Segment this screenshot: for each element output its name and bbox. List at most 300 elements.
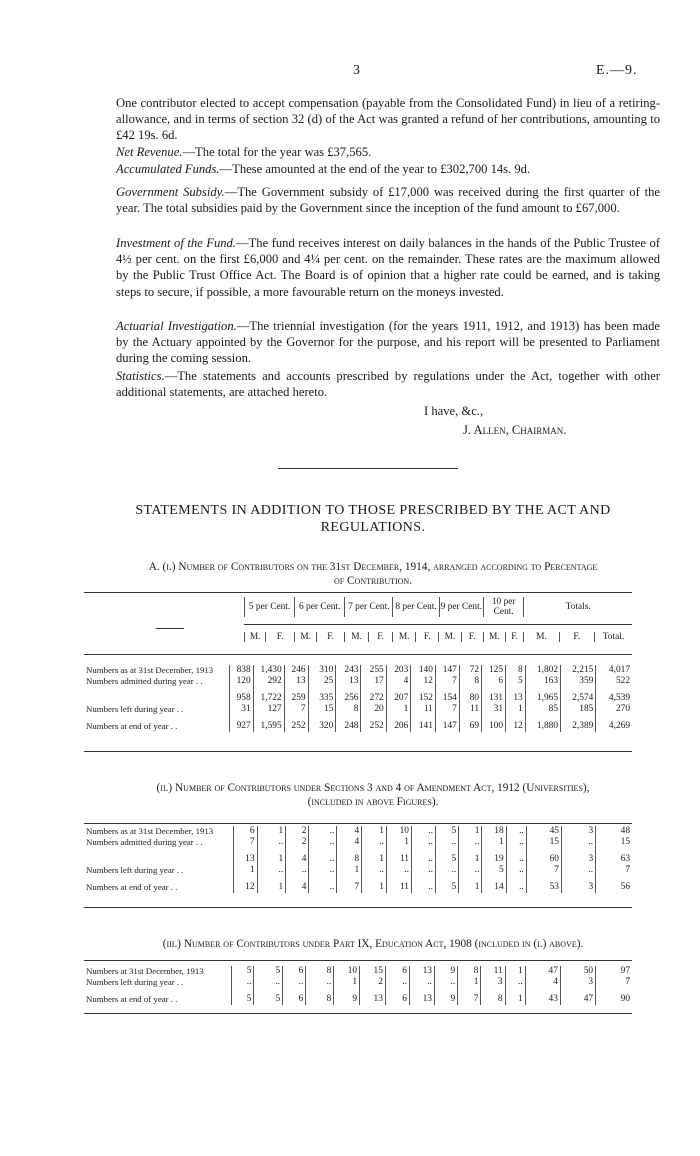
table-cell: 255 — [361, 665, 386, 676]
spacer-cell — [561, 714, 596, 721]
spacer-cell — [435, 686, 459, 693]
group-8-per-cent: 8 per Cent. — [393, 597, 439, 617]
heading-statistics: Statistics. — [116, 369, 165, 383]
table-cell: 152 — [411, 693, 436, 704]
table-row — [84, 837, 632, 848]
spacer-cell — [459, 714, 481, 721]
table-cell: 256 — [336, 693, 361, 704]
table-cell: 1,430 — [253, 665, 284, 676]
spacer-cell — [362, 847, 387, 854]
table-cell: 7 — [284, 704, 308, 715]
para-statistics: Statistics.—The statements and accounts prescribed by regulations under the Act, together with other additional statements, are attached hereto. — [116, 369, 660, 400]
spacer-cell — [459, 875, 482, 882]
spacer-cell — [434, 987, 457, 994]
spacer-cell — [362, 875, 387, 882]
table-cell: .. — [505, 977, 525, 988]
table-cell: .. — [411, 854, 435, 865]
table-cell: 5 — [435, 826, 458, 837]
table-cell: 272 — [361, 693, 386, 704]
spacer-cell — [336, 714, 361, 721]
table-cell: 15 — [360, 966, 386, 977]
table-cell: 6 — [234, 826, 257, 837]
table-cell: 163 — [525, 676, 560, 687]
table-cell: 125 — [482, 665, 506, 676]
table-c-top-rule — [84, 960, 632, 961]
spacer-cell — [411, 686, 436, 693]
table-cell: 4 — [337, 837, 362, 848]
table-cell: 6 — [385, 994, 409, 1005]
spacer-cell — [435, 875, 458, 882]
table-cell: 207 — [386, 693, 411, 704]
sub-m: M. — [483, 632, 505, 642]
table-cell: 1 — [362, 826, 387, 837]
table-row — [84, 966, 632, 977]
spacer-cell — [284, 714, 308, 721]
table-cell: .. — [309, 882, 337, 893]
table-cell: 7 — [337, 882, 362, 893]
table-cell: 10 — [334, 966, 360, 977]
table-cell: 248 — [336, 721, 361, 732]
row-label: Numbers left during year . . — [86, 976, 184, 987]
table-cell: 1 — [362, 882, 387, 893]
table-cell: .. — [561, 865, 595, 876]
table-cell: 1 — [362, 854, 387, 865]
table-cell: 147 — [435, 665, 459, 676]
heading-investment: Investment of the Fund. — [116, 236, 236, 250]
table-cell: 12 — [411, 676, 436, 687]
table-cell: 5 — [254, 966, 283, 977]
page-code: E.—9. — [596, 63, 638, 78]
table-cell: 4 — [525, 977, 560, 988]
spacer-cell — [596, 875, 632, 882]
table-cell: 60 — [526, 854, 561, 865]
table-cell: 3 — [561, 882, 595, 893]
table-cell: 120 — [230, 676, 253, 687]
table-a-stub-rule — [156, 628, 184, 629]
table-cell: 1 — [386, 704, 411, 715]
table-cell: 7 — [435, 676, 459, 687]
spacer-cell — [525, 686, 560, 693]
caption-a: A. (i.) Number of Contributors on the 31st December, 1914, arranged according to Percentage of Contribution. — [148, 561, 598, 587]
spacer-cell — [334, 987, 360, 994]
table-cell: 3 — [561, 826, 595, 837]
table-cell: 252 — [284, 721, 308, 732]
spacer-cell — [386, 875, 411, 882]
spacer-cell — [560, 987, 595, 994]
table-cell: 246 — [284, 665, 308, 676]
sub-f: F. — [416, 632, 439, 642]
spacer-cell — [84, 714, 230, 721]
spacer-cell — [84, 987, 231, 994]
spacer-cell — [385, 987, 409, 994]
table-cell: 3 — [561, 854, 595, 865]
sub-m: M. — [524, 632, 559, 642]
table-cell: 7 — [526, 865, 561, 876]
table-cell: 5 — [254, 994, 283, 1005]
spacer-cell — [411, 875, 435, 882]
group-totals: Totals. — [524, 597, 632, 617]
table-cell: .. — [434, 977, 457, 988]
table-row — [84, 693, 632, 704]
para-compensation: One contributor elected to accept compensation (payable from the Consolidated Fund) in lieu of a retiring-allowance, and in terms of section 32 (d) of the Act was granted a refund of her contributions, amounting to £42 19s. 6d. — [116, 96, 660, 143]
table-cell: 15 — [308, 704, 336, 715]
group-7-per-cent: 7 per Cent. — [345, 597, 393, 617]
spacer-cell — [306, 987, 334, 994]
table-cell: 4,539 — [596, 693, 632, 704]
table-cell: 13 — [409, 994, 434, 1005]
group-5-per-cent: 5 per Cent. — [245, 597, 295, 617]
table-cell: .. — [459, 865, 482, 876]
table-cell: .. — [309, 826, 337, 837]
spacer-cell — [309, 847, 337, 854]
spacer-cell — [230, 714, 253, 721]
spacer-cell — [505, 987, 525, 994]
sub-total: Total. — [594, 632, 632, 642]
sub-m: M. — [245, 632, 266, 642]
sub-f: F. — [317, 632, 345, 642]
table-cell: .. — [309, 865, 337, 876]
caption-b: (ii.) Number of Contributors under Sections 3 and 4 of Amendment Act, 1912 (Universities), (included in above Figures). — [156, 782, 590, 808]
table-cell: .. — [231, 977, 253, 988]
table-cell: 8 — [306, 966, 334, 977]
sub-f: F. — [369, 632, 393, 642]
heading-accumulated-funds: Accumulated Funds. — [116, 162, 220, 176]
table-a-top-rule — [84, 592, 632, 593]
table-cell: 25 — [308, 676, 336, 687]
table-cell: 7 — [234, 837, 257, 848]
table-cell: 5 — [231, 994, 253, 1005]
table-cell: 31 — [482, 704, 506, 715]
table-cell: 1 — [337, 865, 362, 876]
row-spacer — [84, 875, 632, 882]
para-actuarial: Actuarial Investigation.—The triennial investigation (for the years 1911, 1912, and 1913) has been made by the Actuary appointed by the Governor for the purpose, and his report will be presented to Parliament during the coming session. — [116, 319, 660, 366]
table-row — [84, 665, 632, 676]
row-label: Numbers as at 31st December, 1913 — [86, 826, 214, 836]
spacer-cell — [253, 714, 284, 721]
table-cell: 5 — [435, 854, 458, 865]
table-cell: 63 — [596, 854, 632, 865]
table-cell: 12 — [506, 721, 526, 732]
sub-f: F. — [266, 632, 295, 642]
divider — [278, 468, 458, 469]
table-cell: 185 — [561, 704, 596, 715]
table-a-bottom-rule — [84, 751, 632, 752]
row-label: Numbers at 31st December, 1913 — [86, 966, 204, 976]
table-cell: 15 — [596, 837, 632, 848]
table-cell: 131 — [482, 693, 506, 704]
sub-f: F. — [505, 632, 523, 642]
table-cell: .. — [561, 837, 595, 848]
spacer-cell — [254, 987, 283, 994]
table-cell: 958 — [230, 693, 253, 704]
table-a-group-header — [244, 597, 632, 617]
table-cell: .. — [283, 977, 306, 988]
table-cell: 8 — [336, 704, 361, 715]
row-label: Numbers at end of year . . — [86, 882, 178, 892]
table-cell: 8 — [506, 665, 526, 676]
table-cell: 6 — [385, 966, 409, 977]
spacer-cell — [386, 714, 411, 721]
table-cell: 320 — [308, 721, 336, 732]
spacer-cell — [409, 987, 434, 994]
spacer-cell — [283, 987, 306, 994]
table-a-sub-header — [244, 632, 632, 642]
heading-government-subsidy: Government Subsidy. — [116, 185, 225, 199]
spacer-cell — [284, 686, 308, 693]
table-cell: 1 — [458, 977, 481, 988]
table-cell: .. — [506, 882, 526, 893]
table-cell: .. — [386, 865, 411, 876]
sub-m: M. — [294, 632, 316, 642]
table-cell: 140 — [411, 665, 436, 676]
spacer-cell — [561, 686, 596, 693]
table-cell: .. — [506, 837, 526, 848]
table-cell: 69 — [459, 721, 481, 732]
table-cell: 56 — [596, 882, 632, 893]
spacer-cell — [234, 875, 257, 882]
table-cell: .. — [409, 977, 434, 988]
spacer-cell — [526, 875, 561, 882]
table-cell: 292 — [253, 676, 284, 687]
table-b-body — [84, 826, 632, 893]
table-cell: .. — [362, 837, 387, 848]
table-cell: 127 — [253, 704, 284, 715]
table-cell: 1 — [257, 854, 286, 865]
table-cell: 1,595 — [253, 721, 284, 732]
table-cell: 147 — [435, 721, 459, 732]
spacer-cell — [596, 987, 632, 994]
spacer-cell — [231, 987, 253, 994]
table-cell: 3 — [481, 977, 505, 988]
table-cell: 7 — [435, 704, 459, 715]
table-cell: .. — [411, 837, 435, 848]
row-spacer — [84, 987, 632, 994]
table-c-body — [84, 966, 632, 1005]
spacer-cell — [525, 714, 560, 721]
table-cell: 17 — [361, 676, 386, 687]
table-cell: 1 — [505, 966, 525, 977]
closing-line: I have, &c., — [424, 404, 484, 418]
table-cell: 1 — [506, 704, 526, 715]
spacer-cell — [337, 847, 362, 854]
row-label: Numbers admitted during year . . — [86, 836, 203, 847]
spacer-cell — [257, 875, 286, 882]
spacer-cell — [435, 847, 458, 854]
table-cell: .. — [309, 854, 337, 865]
table-cell: 4 — [286, 882, 309, 893]
table-cell: 6 — [283, 994, 306, 1005]
table-cell: 6 — [482, 676, 506, 687]
table-cell: 8 — [481, 994, 505, 1005]
spacer-cell — [506, 714, 526, 721]
spacer-cell — [525, 987, 560, 994]
table-cell: 1 — [459, 854, 482, 865]
table-cell: 4,017 — [596, 665, 632, 676]
table-cell: 6 — [283, 966, 306, 977]
table-cell: 8 — [458, 966, 481, 977]
table-cell: 1 — [459, 882, 482, 893]
row-label: Numbers at end of year . . — [86, 994, 178, 1004]
table-cell: .. — [411, 882, 435, 893]
heading-net-revenue: Net Revenue. — [116, 145, 183, 159]
table-row — [84, 882, 632, 893]
table-cell: 5 — [231, 966, 253, 977]
spacer-cell — [459, 686, 481, 693]
spacer-cell — [482, 875, 506, 882]
table-cell: 97 — [596, 966, 632, 977]
table-cell: .. — [435, 865, 458, 876]
page-number: 3 — [353, 63, 360, 78]
row-spacer — [84, 714, 632, 721]
table-cell: 8 — [337, 854, 362, 865]
table-row — [84, 676, 632, 687]
para-investment: Investment of the Fund.—The fund receives interest on daily balances in the hands of the Public Trustee of 4½ per cent. on the first £6,000 and 4¼ per cent. on the remainder. These rates are the maximum allowed by the Public Trust Office Act. The Board is of opinion that a higher rate could be earned, and is taking steps to secure, if possible, a more favourable return on the moneys invested. — [116, 236, 660, 299]
table-cell: .. — [435, 837, 458, 848]
spacer-cell — [561, 875, 595, 882]
table-cell: 5 — [506, 676, 526, 687]
table-cell: 11 — [411, 704, 436, 715]
table-row — [84, 865, 632, 876]
table-cell: .. — [411, 826, 435, 837]
table-cell: 154 — [435, 693, 459, 704]
table-row — [84, 826, 632, 837]
spacer-cell — [506, 875, 526, 882]
table-cell: 13 — [409, 966, 434, 977]
spacer-cell — [481, 987, 505, 994]
table-cell: .. — [506, 865, 526, 876]
table-cell: 2,215 — [561, 665, 596, 676]
table-cell: 31 — [230, 704, 253, 715]
spacer-cell — [234, 847, 257, 854]
row-label — [84, 854, 234, 865]
table-cell: 48 — [596, 826, 632, 837]
table-cell: 2 — [286, 837, 309, 848]
table-b-bottom-rule — [84, 907, 632, 908]
table-row — [84, 977, 632, 988]
table-cell: 3 — [560, 977, 595, 988]
spacer-cell — [230, 686, 253, 693]
spacer-cell — [596, 714, 632, 721]
table-cell: 1,880 — [525, 721, 560, 732]
table-cell: 11 — [459, 704, 481, 715]
table-cell: 47 — [525, 966, 560, 977]
spacer-cell — [253, 686, 284, 693]
table-cell: .. — [257, 837, 286, 848]
table-cell: .. — [257, 865, 286, 876]
spacer-cell — [360, 987, 386, 994]
table-cell: 1 — [459, 826, 482, 837]
table-cell: 252 — [361, 721, 386, 732]
spacer-cell — [337, 875, 362, 882]
table-cell: 13 — [284, 676, 308, 687]
table-cell: .. — [459, 837, 482, 848]
table-cell: 7 — [596, 865, 632, 876]
table-cell: .. — [506, 854, 526, 865]
table-cell: 5 — [435, 882, 458, 893]
row-label: Numbers left during year . . — [86, 703, 184, 714]
spacer-cell — [458, 987, 481, 994]
sub-m: M. — [393, 632, 416, 642]
sub-f: F. — [461, 632, 483, 642]
table-cell: 13 — [336, 676, 361, 687]
table-cell: 1 — [257, 882, 286, 893]
table-cell: 7 — [596, 977, 632, 988]
row-label: Numbers as at 31st December, 1913 — [86, 665, 214, 675]
table-cell: 4,269 — [596, 721, 632, 732]
table-row — [84, 721, 632, 732]
table-cell: 100 — [482, 721, 506, 732]
table-cell: 11 — [386, 882, 411, 893]
sub-f: F. — [559, 632, 594, 642]
row-label: Numbers at end of year . . — [86, 721, 178, 731]
table-cell: 359 — [561, 676, 596, 687]
spacer-cell — [84, 875, 234, 882]
table-cell: 14 — [482, 882, 506, 893]
row-label — [84, 693, 230, 704]
spacer-cell — [561, 847, 595, 854]
table-cell: 47 — [560, 994, 595, 1005]
spacer-cell — [308, 714, 336, 721]
table-cell: 43 — [525, 994, 560, 1005]
table-cell: .. — [309, 837, 337, 848]
table-cell: 9 — [334, 994, 360, 1005]
table-cell: 1 — [257, 826, 286, 837]
table-cell: 270 — [596, 704, 632, 715]
table-cell: 2 — [286, 826, 309, 837]
table-cell: 2,574 — [561, 693, 596, 704]
row-spacer — [84, 686, 632, 693]
table-cell: 20 — [361, 704, 386, 715]
table-cell: 522 — [596, 676, 632, 687]
table-cell: 13 — [506, 693, 526, 704]
table-cell: .. — [385, 977, 409, 988]
table-cell: 206 — [386, 721, 411, 732]
spacer-cell — [84, 847, 234, 854]
table-cell: .. — [286, 865, 309, 876]
table-a-header-bottom-rule — [84, 654, 632, 655]
spacer-cell — [411, 847, 435, 854]
table-row — [84, 994, 632, 1005]
table-cell: 72 — [459, 665, 481, 676]
sub-m: M. — [344, 632, 368, 642]
table-cell: 1 — [334, 977, 360, 988]
table-cell: 18 — [482, 826, 506, 837]
spacer-cell — [286, 875, 309, 882]
table-cell: 10 — [386, 826, 411, 837]
table-cell: 4 — [386, 676, 411, 687]
table-cell: 335 — [308, 693, 336, 704]
table-cell: .. — [506, 826, 526, 837]
table-cell: 19 — [482, 854, 506, 865]
table-cell: 45 — [526, 826, 561, 837]
spacer-cell — [482, 847, 506, 854]
caption-c: (iii.) Number of Contributors under Part IX, Education Act, 1908 (included in (i.) above). — [162, 938, 584, 950]
table-cell: 90 — [596, 994, 632, 1005]
spacer-cell — [435, 714, 459, 721]
spacer-cell — [526, 847, 561, 854]
group-10-per-cent: 10 per Cent. — [483, 597, 523, 617]
table-cell: 13 — [234, 854, 257, 865]
table-cell: 11 — [386, 854, 411, 865]
spacer-cell — [361, 686, 386, 693]
heading-actuarial: Actuarial Investigation. — [116, 319, 237, 333]
para-government-subsidy: Government Subsidy.—The Government subsidy of £17,000 was received during the first quarter of the year. The total subsidies paid by the Government since the inception of the fund amount to £67,000. — [116, 185, 661, 216]
table-cell: 838 — [230, 665, 253, 676]
table-row — [84, 704, 632, 715]
spacer-cell — [309, 875, 337, 882]
signature: J. Allen, Chairman. — [463, 423, 567, 437]
sub-m: M. — [439, 632, 461, 642]
